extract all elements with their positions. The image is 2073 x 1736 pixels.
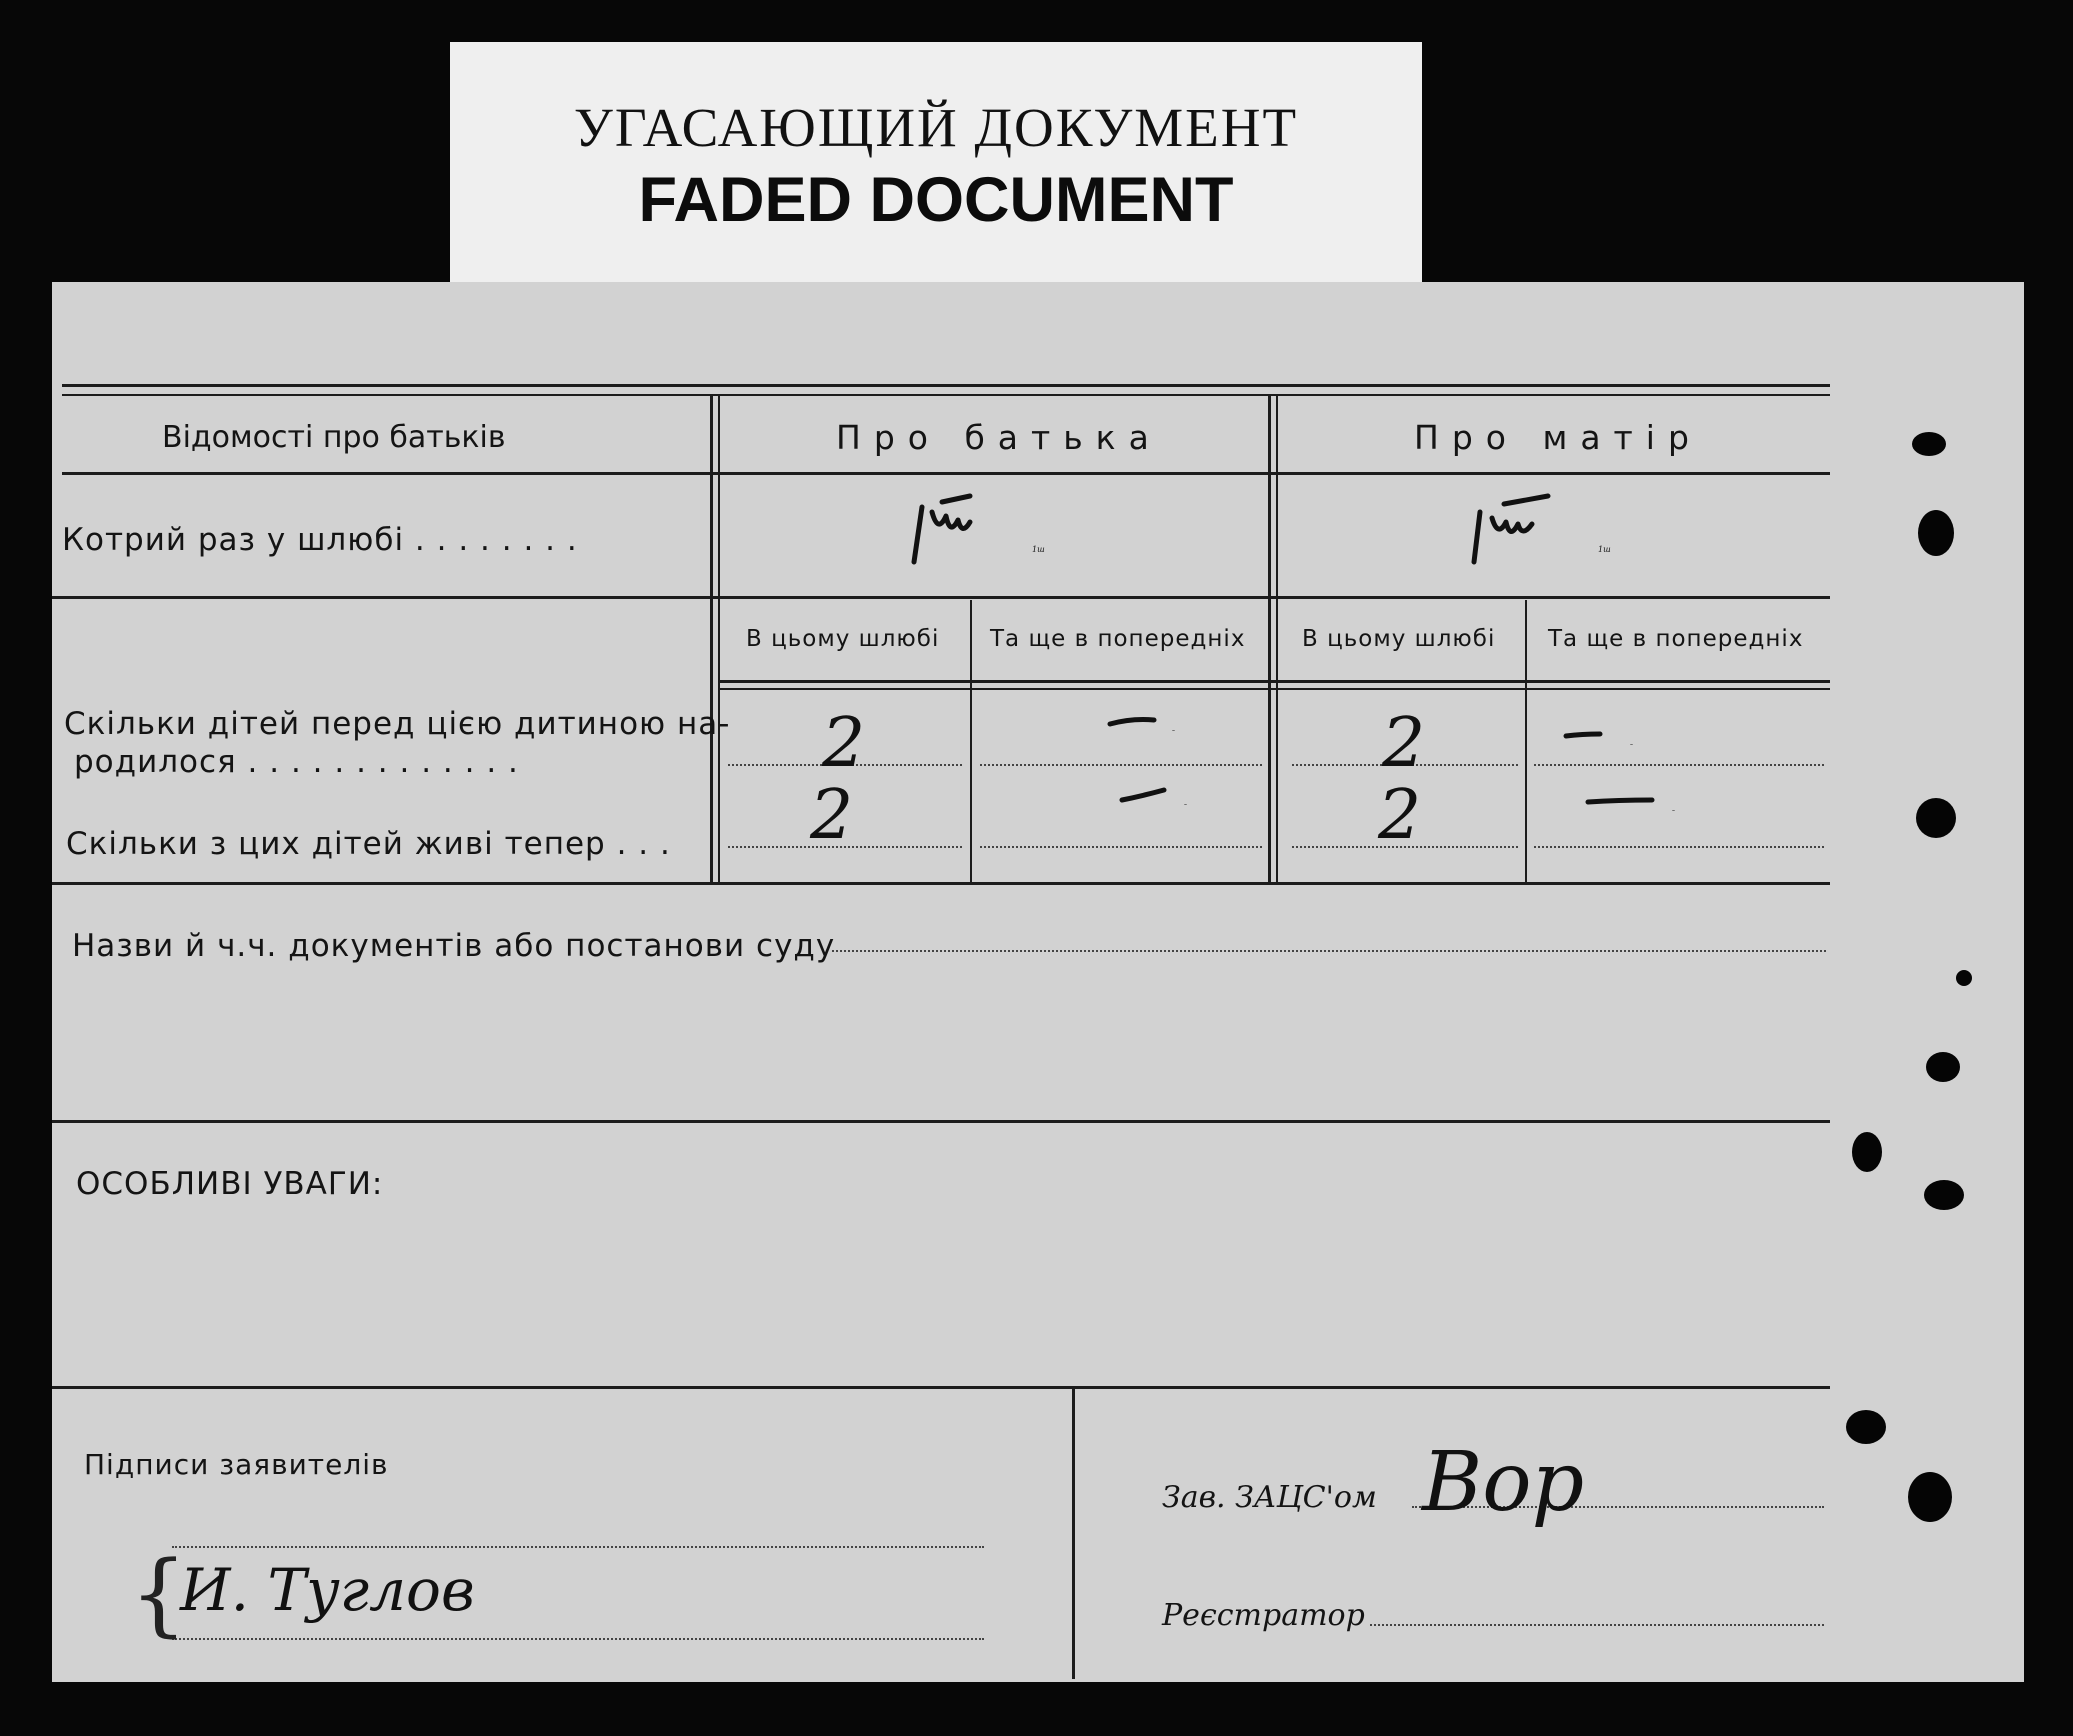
mother-children-alive-this [1368, 772, 1448, 855]
binding-hole [1916, 798, 1956, 838]
rule-subheader-double [720, 688, 1830, 690]
header-parents-info: Відомості про батьків [162, 420, 506, 455]
dotline-father-prev-born [980, 764, 1262, 766]
marriage-count-label: Котрий раз у шлюбі . . . . . . . . [62, 522, 578, 558]
applicant-signature [168, 1552, 588, 1632]
rule-top-double [62, 394, 1830, 396]
children-alive-label: Скільки з цих дітей живі тепер . . . [66, 826, 671, 862]
svg-text:2: 2 [810, 776, 854, 855]
father-marriage-count-value: 1ш [1032, 545, 1045, 554]
mother-children-born-prev [1560, 716, 1640, 756]
registrar-label: Реєстратор [1162, 1598, 1365, 1633]
dotline-documents [832, 950, 1826, 952]
faded-document-label-card [450, 42, 1422, 300]
vline-label-col [710, 394, 713, 882]
binding-hole [1956, 970, 1972, 986]
registry-head-signature [1392, 1410, 1652, 1560]
svg-text:Вор: Вор [1422, 1435, 1585, 1530]
documents-court-decision-label: Назви й ч.ч. документів або постанови суду [72, 928, 836, 964]
rule-subheader-bottom [720, 680, 1830, 683]
rule-children-bottom [52, 882, 1830, 885]
rule-documents-bottom [52, 1120, 1830, 1123]
vline-father-sub [970, 600, 972, 882]
dotline-mother-prev-alive [1534, 846, 1824, 848]
svg-text:–: – [1172, 727, 1175, 734]
dotline-applicant-1 [172, 1546, 984, 1548]
header-about-mother: Про матір [1414, 418, 1702, 457]
svg-text:И. Туглов: И. Туглов [180, 1556, 475, 1624]
subheader-mother-previous: Та ще в попередніх [1548, 626, 1804, 652]
binding-hole [1924, 1180, 1964, 1210]
label-title-english: FADED DOCUMENT [638, 165, 1234, 235]
applicants-signatures-label: Підписи заявителів [84, 1448, 389, 1481]
special-notes-label: ОСОБЛИВІ УВАГИ: [76, 1166, 384, 1202]
binding-hole [1926, 1052, 1960, 1082]
binding-hole [1918, 510, 1954, 556]
father-marriage-count-handwriting [902, 482, 1062, 572]
dotline-mother-prev-born [1534, 764, 1824, 766]
vline-signatures [1072, 1389, 1075, 1679]
dotline-father-prev-alive [980, 846, 1262, 848]
svg-text:–: – [1184, 801, 1187, 808]
mother-marriage-count-value: 1ш [1598, 545, 1611, 554]
mother-children-born-this [1372, 700, 1452, 783]
svg-text:–: – [1672, 807, 1675, 814]
father-children-born-this [812, 700, 892, 783]
children-born-label-line1: Скільки дітей перед цією дитиною на- [64, 706, 731, 742]
mother-children-alive-prev [1582, 782, 1682, 822]
binding-hole [1846, 1410, 1886, 1444]
applicants-brace: { [130, 1542, 188, 1647]
dotline-applicant-2 [172, 1638, 984, 1640]
subheader-father-previous: Та ще в попередніх [990, 626, 1246, 652]
dotline-registrar [1370, 1624, 1824, 1626]
binding-hole [1908, 1472, 1952, 1522]
label-title-russian: УГАСАЮЩИЙ ДОКУМЕНТ [573, 97, 1299, 158]
mother-marriage-count-handwriting [1458, 482, 1628, 572]
binding-hole [1912, 432, 1946, 456]
vline-father-mother [1268, 394, 1271, 882]
form-sheet [52, 282, 2024, 1682]
rule-header-bottom [62, 472, 1830, 475]
vline-father-mother-double [1276, 394, 1278, 882]
rule-notes-bottom [52, 1386, 1830, 1389]
father-children-alive-this [800, 772, 880, 855]
svg-text:2: 2 [1382, 704, 1426, 783]
subheader-father-this-marriage: В цьому шлюбі [746, 626, 940, 652]
rule-marriage-bottom [52, 596, 1830, 599]
vline-mother-sub [1525, 600, 1527, 882]
svg-text:–: – [1630, 741, 1633, 748]
subheader-mother-this-marriage: В цьому шлюбі [1302, 626, 1496, 652]
father-children-born-prev [1102, 702, 1182, 742]
children-born-label-line2: родилося . . . . . . . . . . . . . [74, 744, 519, 780]
svg-text:2: 2 [822, 704, 866, 783]
binding-hole [1852, 1132, 1882, 1172]
vline-label-col-double [718, 394, 720, 882]
svg-text:2: 2 [1378, 776, 1422, 855]
father-children-alive-prev [1114, 776, 1194, 816]
registry-head-label: Зав. ЗАЦС'ом [1162, 1480, 1377, 1515]
rule-top [62, 384, 1830, 387]
header-about-father: Про батька [836, 418, 1162, 457]
